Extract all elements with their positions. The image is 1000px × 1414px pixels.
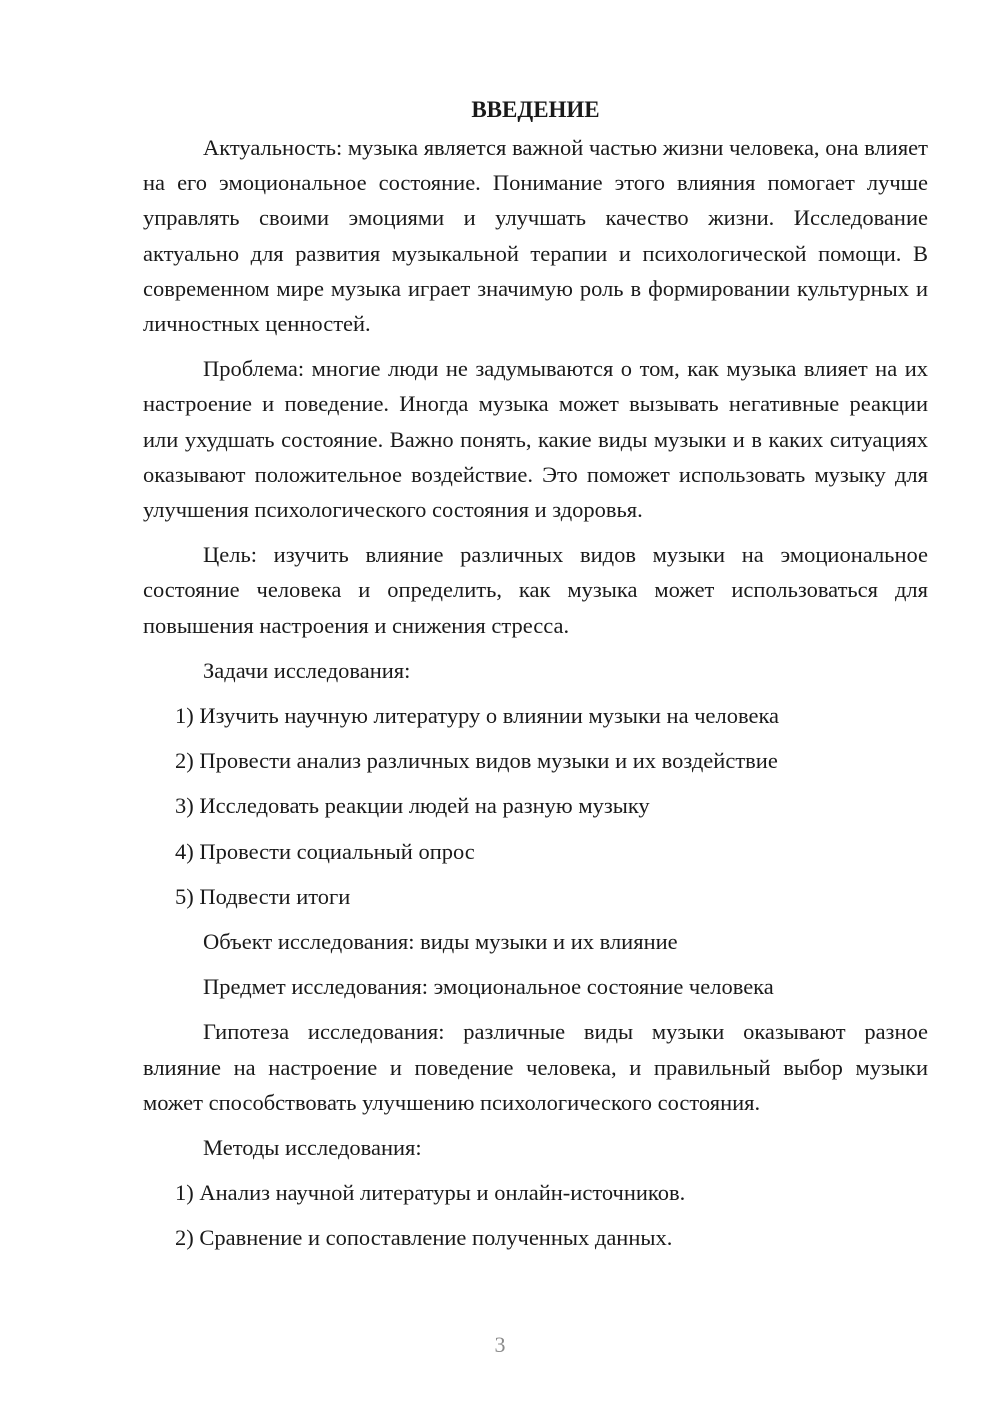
task-item: 5) Подвести итоги xyxy=(175,883,351,909)
task-item: 1) Изучить научную литературу о влиянии музыки на человека xyxy=(175,703,780,729)
problem-paragraph: Проблема: многие люди не задумываются о том, как музыка влияет на их настроение и поведение. Иногда музыка может вызывать негативные реакции или ухудшать состояние. Важно понять, какие виды музыки и в каких ситуациях оказывают положительное воздействие. Это поможет использовать музыку для улучшения психологического состояния и здоровья. xyxy=(143,356,928,523)
method-item: 2) Сравнение и сопоставление полученных данных. xyxy=(175,1225,673,1251)
page-number: 3 xyxy=(494,1332,506,1357)
subject-paragraph: Предмет исследования: эмоциональное состояние человека xyxy=(203,974,774,1000)
method-item: 1) Анализ научной литературы и онлайн-источников. xyxy=(175,1180,686,1206)
task-item: 3) Исследовать реакции людей на разную музыку xyxy=(175,793,650,819)
object-paragraph: Объект исследования: виды музыки и их влияние xyxy=(203,929,678,955)
document-page xyxy=(143,92,928,1266)
page-title: ВВЕДЕНИЕ xyxy=(471,97,600,122)
hypothesis-paragraph: Гипотеза исследования: различные виды музыки оказывают разное влияние на настроение и поведение человека, и правильный выбор музыки может способствовать улучшению психологического состояния. xyxy=(143,1019,928,1115)
relevance-paragraph: Актуальность: музыка является важной частью жизни человека, она влияет на его эмоциональное состояние. Понимание этого влияния помогает лучше управлять своими эмоциями и улучшать качество жизни. Исследование актуально для развития музыкальной терапии и психологической помощи. В современном мире музыка играет значимую роль в формировании культурных и личностных ценностей. xyxy=(143,135,928,337)
task-item: 4) Провести социальный опрос xyxy=(175,838,475,864)
task-item: 2) Провести анализ различных видов музыки и их воздействие xyxy=(175,748,778,774)
tasks-heading: Задачи исследования: xyxy=(203,657,411,683)
methods-heading: Методы исследования: xyxy=(203,1135,422,1161)
goal-paragraph: Цель: изучить влияние различных видов музыки на эмоциональное состояние человека и определить, как музыка может использоваться для повышения настроения и снижения стресса. xyxy=(143,542,928,638)
